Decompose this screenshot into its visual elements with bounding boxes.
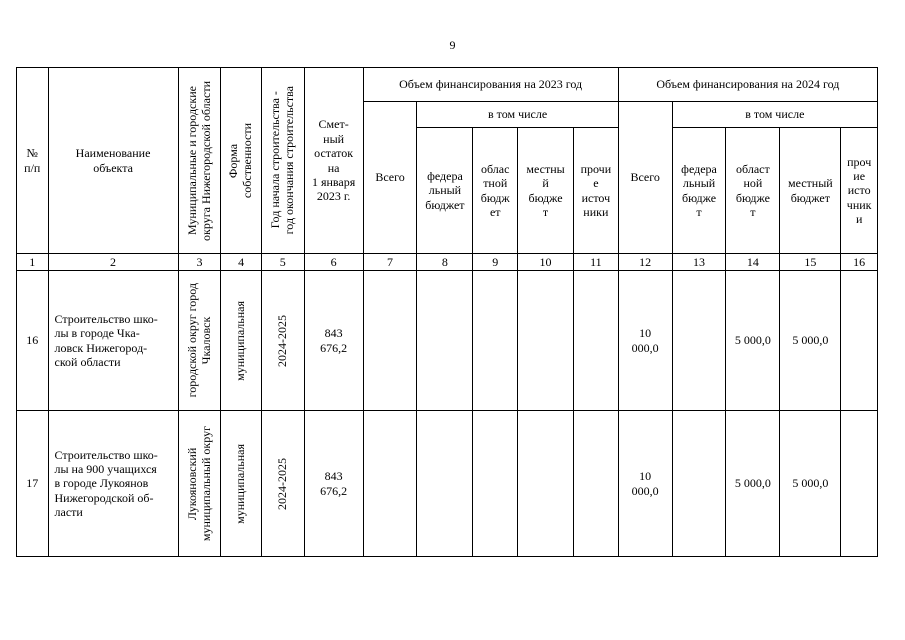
- row-name: Строительство шко- лы в городе Чка- ловск Нижегород- ской области: [48, 271, 178, 411]
- col-number: 15: [780, 254, 841, 271]
- row-ownership-cell: [221, 411, 262, 557]
- header-oth-2024: проч ие исто чник и: [841, 128, 878, 254]
- header-name: Наименование объекта: [48, 68, 178, 254]
- row-total-2023: [363, 271, 417, 411]
- col-number: 5: [261, 254, 304, 271]
- row-ownership: муниципальная: [233, 443, 248, 524]
- row-loc-2023: [518, 411, 574, 557]
- financing-table: [16, 67, 878, 557]
- row-fed-2023: [417, 411, 473, 557]
- header-municipality-cell: [178, 68, 221, 254]
- row-years: 2024-2025: [274, 457, 289, 510]
- row-balance: 843 676,2: [304, 411, 363, 557]
- row-loc-2024: 5 000,0: [780, 271, 841, 411]
- row-oth-2024: [841, 271, 878, 411]
- row-oth-2023: [574, 411, 619, 557]
- header-loc-2023: местны й бюдже т: [518, 128, 574, 254]
- row-loc-2023: [518, 271, 574, 411]
- row-years: 2024-2025: [274, 314, 289, 367]
- row-municipality-cell: [178, 411, 221, 557]
- row-reg-2024: 5 000,0: [726, 271, 780, 411]
- header-total-2024: Всего: [618, 102, 672, 254]
- column-numbers-row: [17, 254, 878, 271]
- row-municipality-cell: [178, 271, 221, 411]
- row-years-cell: [261, 271, 304, 411]
- row-reg-2023: [473, 271, 518, 411]
- col-number: 12: [618, 254, 672, 271]
- row-years-cell: [261, 411, 304, 557]
- col-number: 6: [304, 254, 363, 271]
- header-num: № п/п: [17, 68, 49, 254]
- table-row: [17, 411, 878, 557]
- row-num: 16: [17, 271, 49, 411]
- row-total-2024: 10 000,0: [618, 271, 672, 411]
- col-number: 11: [574, 254, 619, 271]
- header-incl-2024: в том числе: [672, 102, 877, 128]
- col-number: 3: [178, 254, 221, 271]
- row-oth-2024: [841, 411, 878, 557]
- header-incl-2023: в том числе: [417, 102, 618, 128]
- header-reg-2024: област ной бюдже т: [726, 128, 780, 254]
- row-ownership-cell: [221, 271, 262, 411]
- row-fed-2024: [672, 271, 726, 411]
- header-ownership: Форма собственности: [226, 122, 255, 199]
- row-total-2024: 10 000,0: [618, 411, 672, 557]
- row-reg-2023: [473, 411, 518, 557]
- header-loc-2024: местный бюджет: [780, 128, 841, 254]
- header-years: Год начала строительства - год окончания строительства: [268, 86, 296, 235]
- col-number: 10: [518, 254, 574, 271]
- row-num: 17: [17, 411, 49, 557]
- page-number: 9: [449, 38, 456, 52]
- header-row-1: [17, 68, 878, 102]
- header-oth-2023: прочи е источ ники: [574, 128, 619, 254]
- col-number: 1: [17, 254, 49, 271]
- header-years-cell: [261, 68, 304, 254]
- header-reg-2023: облас тной бюдж ет: [473, 128, 518, 254]
- col-number: 13: [672, 254, 726, 271]
- row-fed-2024: [672, 411, 726, 557]
- table-row: [17, 271, 878, 411]
- col-number: 14: [726, 254, 780, 271]
- col-number: 4: [221, 254, 262, 271]
- header-balance: Смет- ный остаток на 1 января 2023 г.: [304, 68, 363, 254]
- row-balance: 843 676,2: [304, 271, 363, 411]
- header-fed-2023: федера льный бюджет: [417, 128, 473, 254]
- col-number: 2: [48, 254, 178, 271]
- row-loc-2024: 5 000,0: [780, 411, 841, 557]
- col-number: 9: [473, 254, 518, 271]
- row-municipality: Лукояновский муниципальный округ: [184, 425, 213, 542]
- row-municipality: городской округ город Чкаловск: [184, 283, 213, 398]
- header-ownership-cell: [221, 68, 262, 254]
- header-municipality: Муниципальные и городские округа Нижегородской области: [184, 80, 213, 241]
- row-fed-2023: [417, 271, 473, 411]
- row-name: Строительство шко- лы на 900 учащихся в городе Лукоянов Нижегородской об- ласти: [48, 411, 178, 557]
- header-fin-2024: Объем финансирования на 2024 год: [618, 68, 877, 102]
- row-ownership: муниципальная: [233, 300, 248, 381]
- col-number: 8: [417, 254, 473, 271]
- row-oth-2023: [574, 271, 619, 411]
- header-fin-2023: Объем финансирования на 2023 год: [363, 68, 618, 102]
- header-total-2023: Всего: [363, 102, 417, 254]
- col-number: 7: [363, 254, 417, 271]
- row-total-2023: [363, 411, 417, 557]
- col-number: 16: [841, 254, 878, 271]
- row-reg-2024: 5 000,0: [726, 411, 780, 557]
- header-fed-2024: федера льный бюдже т: [672, 128, 726, 254]
